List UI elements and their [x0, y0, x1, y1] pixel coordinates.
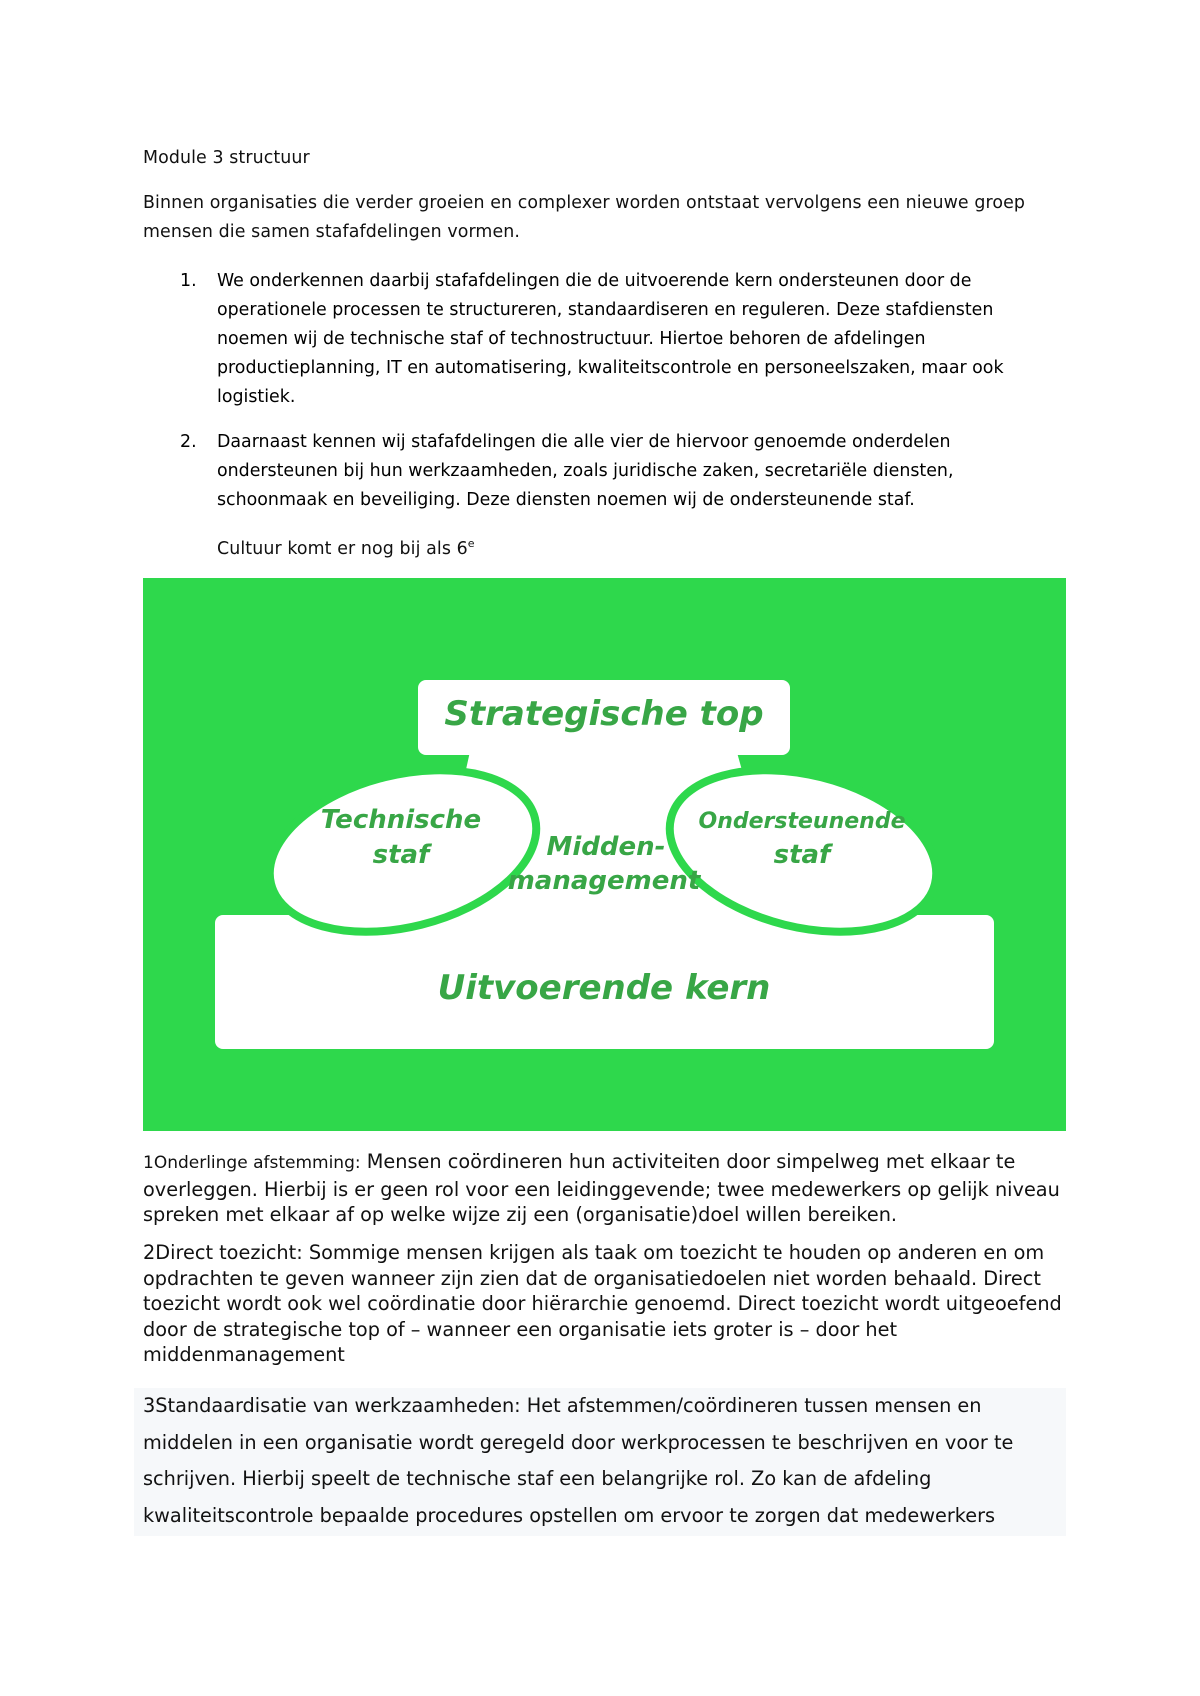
- paragraph-lead: 1Onderlinge afstemming:: [143, 1153, 361, 1173]
- middenmanagement-label-line1: Midden-: [546, 832, 666, 862]
- paragraph-standaardisatie: [134, 1388, 1066, 1536]
- culture-note: [217, 535, 475, 564]
- paragraph-direct-toezicht: 2Direct toezicht: Sommige mensen krijgen als taak om toezicht te houden op anderen en om opdrachten te geven wanneer zijn zien dat de organisatiedoelen niet worden behaald. Direct toezicht wordt ook wel coördinatie door hiërarchie genoemd. Direct toezicht wordt uitgeoefend door de strategische top of – wanneer een organisatie iets groter is – door het middenmanagement: [143, 1241, 1062, 1366]
- list-item-text: Daarnaast kennen wij stafafdelingen die alle vier de hiervoor genoemde onderdelen ondersteunen bij hun werkzaamheden, zoals juridische zaken, secretariële diensten, schoonmaak en beveiliging. Deze diensten noemen wij de ondersteunende staf.: [217, 432, 954, 510]
- diagram-svg: [143, 578, 1066, 1131]
- ondersteunende-staf-label-line1: Ondersteunende: [698, 809, 906, 834]
- list-item-number: 1.: [180, 271, 197, 291]
- paragraph-body: Mensen coördineren hun activiteiten door simpelweg met elkaar te overleggen. Hierbij is er geen rol voor een leidinggevende; twee medewerkers op gelijk niveau spreken met elkaar af op welke wijze zij een (organisatie)doel willen bereiken.: [143, 1150, 1060, 1226]
- paragraph-line: kwaliteitscontrole bepaalde procedures opstellen om ervoor te zorgen dat medewerkers: [143, 1503, 996, 1527]
- list-item-text: We onderkennen daarbij stafafdelingen die de uitvoerende kern ondersteunen door de operationele processen te structureren, standaardiseren en reguleren. Deze stafdiensten noemen wij de technische staf of technostructuur. Hiertoe behoren de afdelingen productieplanning, IT en automatisering, kwaliteitscontrole en personeelszaken, maar ook logistiek.: [217, 271, 1004, 407]
- technische-staf-label-line1: Technische: [320, 805, 482, 835]
- organisation-structure-diagram: [143, 578, 1066, 1131]
- list-item-number: 2.: [180, 432, 197, 452]
- paragraph-onderlinge-afstemming: [143, 1149, 1083, 1228]
- culture-note-text: Cultuur komt er nog bij als 6: [217, 539, 468, 559]
- uitvoerende-kern-label: Uitvoerende kern: [437, 968, 771, 1008]
- page-title: Module 3 structuur: [143, 148, 310, 168]
- paragraph-line: 3Standaardisatie van werkzaamheden: Het afstemmen/coördineren tussen mensen en: [143, 1394, 982, 1417]
- ondersteunende-staf-label-line2: staf: [773, 840, 831, 870]
- technische-staf-label-line2: staf: [372, 840, 430, 870]
- middenmanagement-label-line2: management: [507, 866, 701, 896]
- strategische-top-label: Strategische top: [444, 694, 764, 734]
- intro-paragraph: Binnen organisaties die verder groeien en complexer worden ontstaat vervolgens een nieuwe groep mensen die samen stafafdelingen vormen.: [143, 193, 1026, 242]
- paragraph-line: middelen in een organisatie wordt geregeld door werkprocessen te beschrijven en voor te: [143, 1430, 1014, 1454]
- paragraph-line: schrijven. Hierbij speelt de technische staf een belangrijke rol. Zo kan de afdeling: [143, 1467, 932, 1490]
- culture-note-superscript: e: [467, 537, 475, 551]
